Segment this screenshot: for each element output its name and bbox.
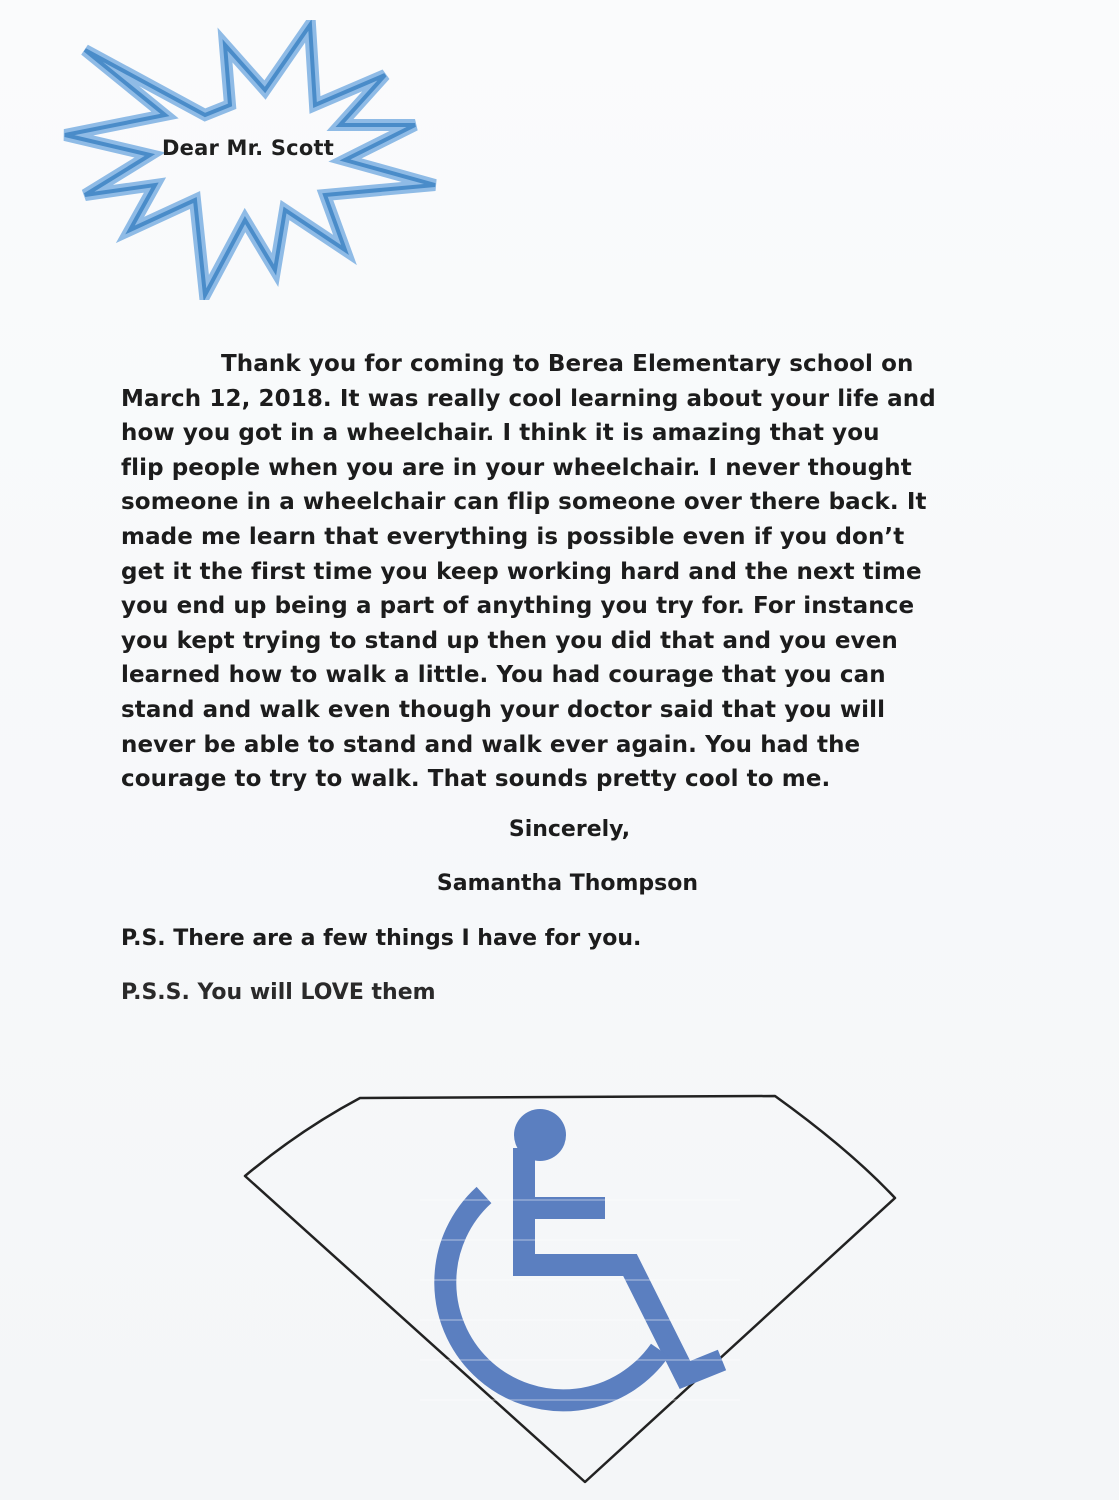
body-line: get it the first time you keep working hard and the next time — [121, 558, 922, 585]
letter-body — [121, 347, 1021, 797]
wheelchair-icon — [445, 1109, 722, 1400]
starburst-icon — [55, 20, 445, 300]
salutation: Dear Mr. Scott — [162, 136, 334, 160]
body-line: learned how to walk a little. You had courage that you can — [121, 662, 886, 689]
body-line: you end up being a part of anything you try for. For instance — [121, 593, 915, 620]
superman-shield-emblem — [240, 1090, 900, 1485]
body-line: stand and walk even though your doctor said that you will — [121, 696, 886, 723]
body-line: courage to try to walk. That sounds pretty cool to me. — [121, 766, 831, 793]
body-line: made me learn that everything is possible even if you don’t — [121, 523, 905, 550]
body-line: never be able to stand and walk ever again. You had the — [121, 731, 861, 758]
body-line: how you got in a wheelchair. I think it is amazing that you — [121, 420, 880, 447]
post-postscript: P.S.S. You will LOVE them — [121, 980, 436, 1005]
closing: Sincerely, — [508, 817, 631, 842]
body-line: you kept trying to stand up then you did that and you even — [121, 627, 898, 654]
body-line: someone in a wheelchair can flip someone over there back. It — [121, 489, 927, 516]
signature: Samantha Thompson — [436, 871, 699, 896]
body-line: March 12, 2018. It was really cool learning about your life and — [121, 385, 936, 412]
body-line: flip people when you are in your wheelchair. I never thought — [121, 454, 912, 481]
body-line: Thank you for coming to Berea Elementary school on — [221, 351, 914, 377]
postscript: P.S. There are a few things I have for you. — [121, 926, 642, 951]
